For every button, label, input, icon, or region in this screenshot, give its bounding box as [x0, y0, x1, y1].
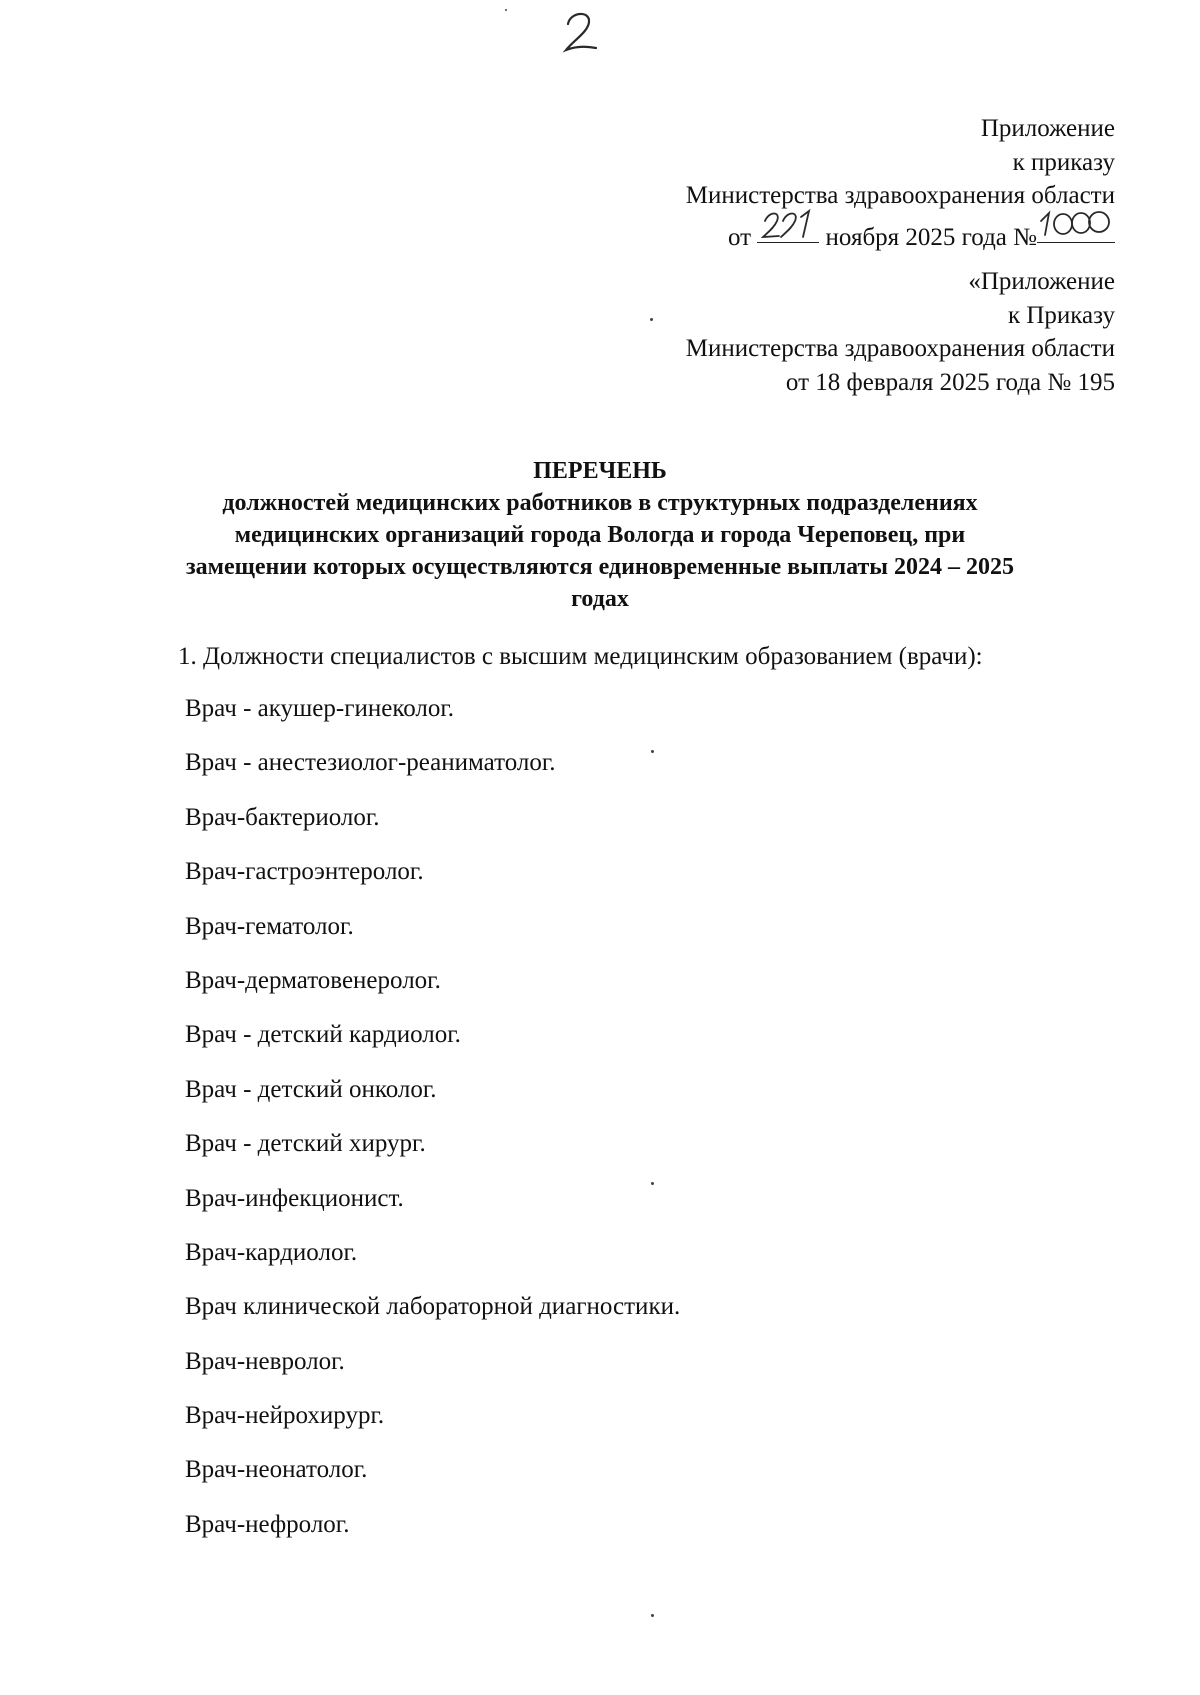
- list-item: Врач - детский кардиолог.: [185, 1021, 461, 1049]
- handwritten-day: [757, 213, 819, 245]
- ministry-name: Министерства здравоохранения области: [685, 335, 1115, 362]
- document-title: [100, 455, 1100, 615]
- scan-speck: [651, 1614, 654, 1617]
- order-reference: к приказу: [1012, 148, 1115, 176]
- list-item: Врач-гастроэнтеролог.: [185, 858, 424, 886]
- order-date-line: [686, 213, 1115, 255]
- handwritten-order-number: [1037, 213, 1115, 245]
- scan-speck: [651, 1182, 654, 1185]
- original-order-date: от 18 февраля 2025 года № 195: [785, 368, 1115, 396]
- list-item: Врач-нефролог.: [185, 1510, 350, 1538]
- appendix-label: «Приложение: [968, 268, 1115, 295]
- list-item: Врач - детский хирург.: [185, 1130, 426, 1158]
- date-prefix: от: [727, 223, 752, 251]
- list-item: Врач-бактериолог.: [185, 803, 380, 831]
- scan-speck: [505, 9, 507, 11]
- positions-list: [185, 695, 680, 1565]
- scan-speck: [650, 318, 653, 321]
- list-item: Врач-невролог.: [185, 1347, 345, 1375]
- list-item: Врач-нейрохирург.: [185, 1402, 385, 1430]
- list-item: Врач-кардиолог.: [185, 1238, 358, 1266]
- appendix-header-current: [686, 112, 1115, 254]
- title-line: медицинских организаций города Вологда и города Череповец, при: [234, 522, 966, 548]
- list-item: Врач-дерматовенеролог.: [185, 966, 441, 994]
- date-month-year: ноября 2025 года №: [825, 223, 1037, 251]
- list-item: Врач-гематолог.: [185, 912, 354, 940]
- list-item: Врач-инфекционист.: [185, 1184, 404, 1212]
- list-item: Врач - акушер-гинеколог.: [185, 695, 455, 722]
- list-item: Врач-неонатолог.: [185, 1456, 368, 1484]
- list-item: Врач клинической лабораторной диагностики.: [185, 1293, 681, 1321]
- title-line: годах: [571, 586, 629, 612]
- appendix-header-original: [686, 265, 1115, 399]
- list-item: Врач - анестезиолог-реаниматолог.: [185, 749, 556, 777]
- title-line: замещении которых осуществляются единовременные выплаты 2024 – 2025: [185, 554, 1015, 580]
- section-heading: 1. Должности специалистов с высшим медицинским образованием (врачи):: [178, 643, 983, 670]
- order-reference: к Приказу: [1007, 301, 1115, 329]
- title-line: ПЕРЕЧЕНЬ: [533, 458, 667, 484]
- ministry-name: Министерства здравоохранения области: [685, 182, 1115, 209]
- appendix-label: Приложение: [980, 115, 1115, 142]
- title-line: должностей медицинских работников в структурных подразделениях: [222, 490, 978, 516]
- list-item: Врач - детский онколог.: [185, 1075, 437, 1103]
- scan-speck: [651, 750, 654, 753]
- handwritten-page-number: [556, 6, 606, 56]
